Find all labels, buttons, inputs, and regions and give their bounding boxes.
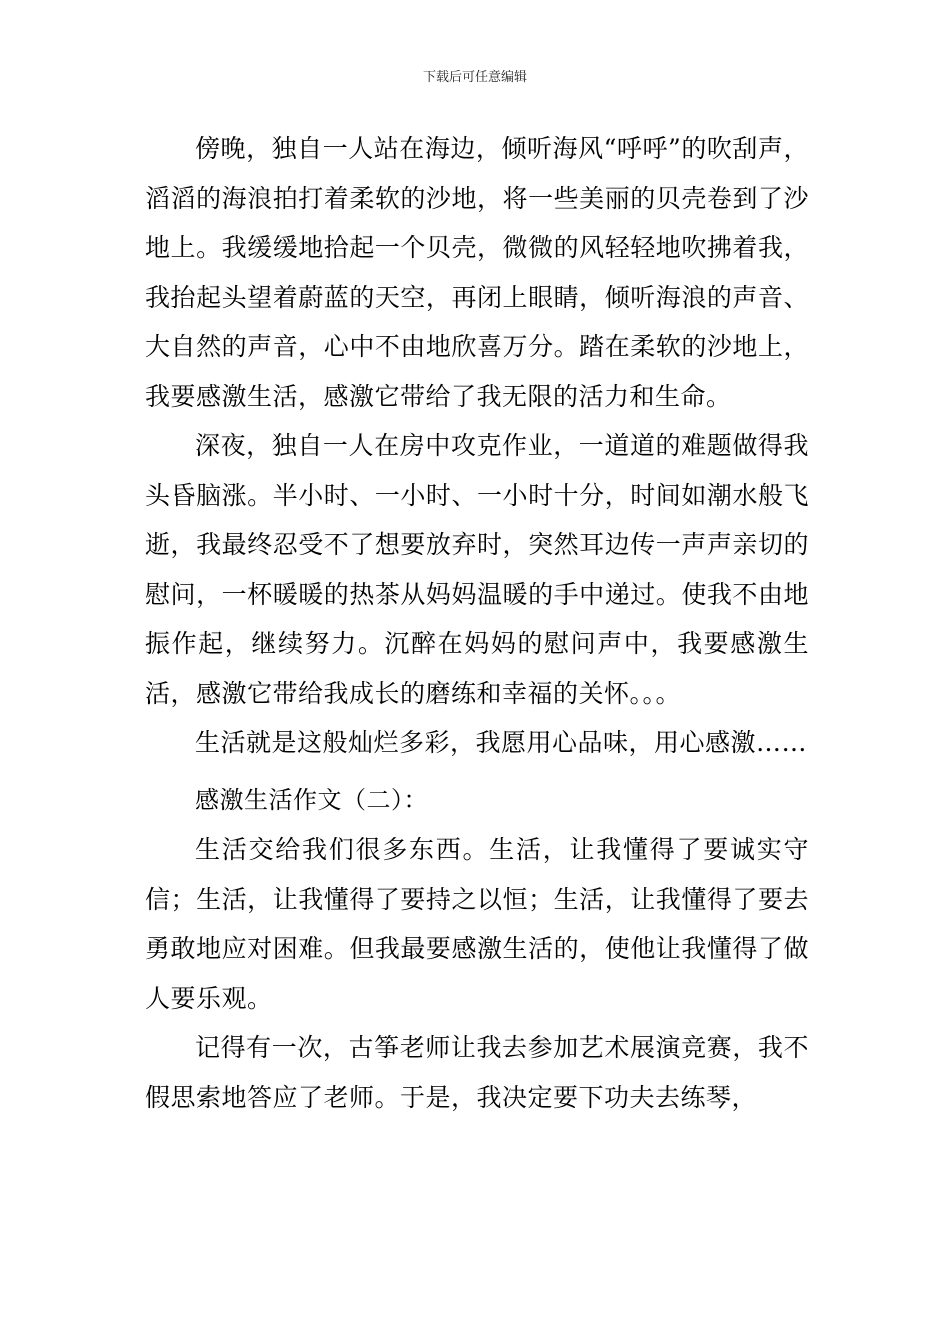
paragraph-guzheng-contest: 记得有一次，古筝老师让我去参加艺术展演竞赛，我不假思索地答应了老师。于是，我决定要下功夫去练琴， [145,1033,809,1112]
paragraph-evening-sea: 傍晚，独自一人站在海边，倾听海风“呼呼”的吹刮声，滔滔的海浪拍打着柔软的沙地，将一些美丽的贝壳卷到了沙地上。我缓缓地拾起一个贝壳，微微的风轻轻地吹拂着我，我抬起头望着蔚蓝的天空，再闭上眼睛，倾听海浪的声音、大自然的声音，心中不由地欣喜万分。踏在柔软的沙地上，我要感激生活，感激它带给了我无限的活力和生命。 [145,134,809,411]
section-heading: 感激生活作文（二）： [195,785,428,814]
paragraph-late-night: 深夜，独自一人在房中攻克作业，一道道的难题做得我头昏脑涨。半小时、一小时、一小时十分，时间如潮水般飞逝，我最终忍受不了想要放弃时，突然耳边传一声声亲切的慰问，一杯暖暖的热茶从妈妈温暖的手中递过。使我不由地振作起，继续努力。沉醉在妈妈的慰问声中，我要感激生活，感激它带给我成长的磨练和幸福的关怀。。。 [145,431,809,708]
page-header: 下载后可任意编辑 [422,70,527,85]
paragraph-life-teaches: 生活交给我们很多东西。生活，让我懂得了要诚实守信；生活，让我懂得了要持之以恒；生活，让我懂得了要去勇敢地应对困难。但我最要感激生活的，使他让我懂得了做人要乐观。 [145,835,809,1013]
document-body [145,124,809,1122]
paragraph-colorful-life: 生活就是这般灿烂多彩，我愿用心品味，用心感激…… [195,728,808,757]
